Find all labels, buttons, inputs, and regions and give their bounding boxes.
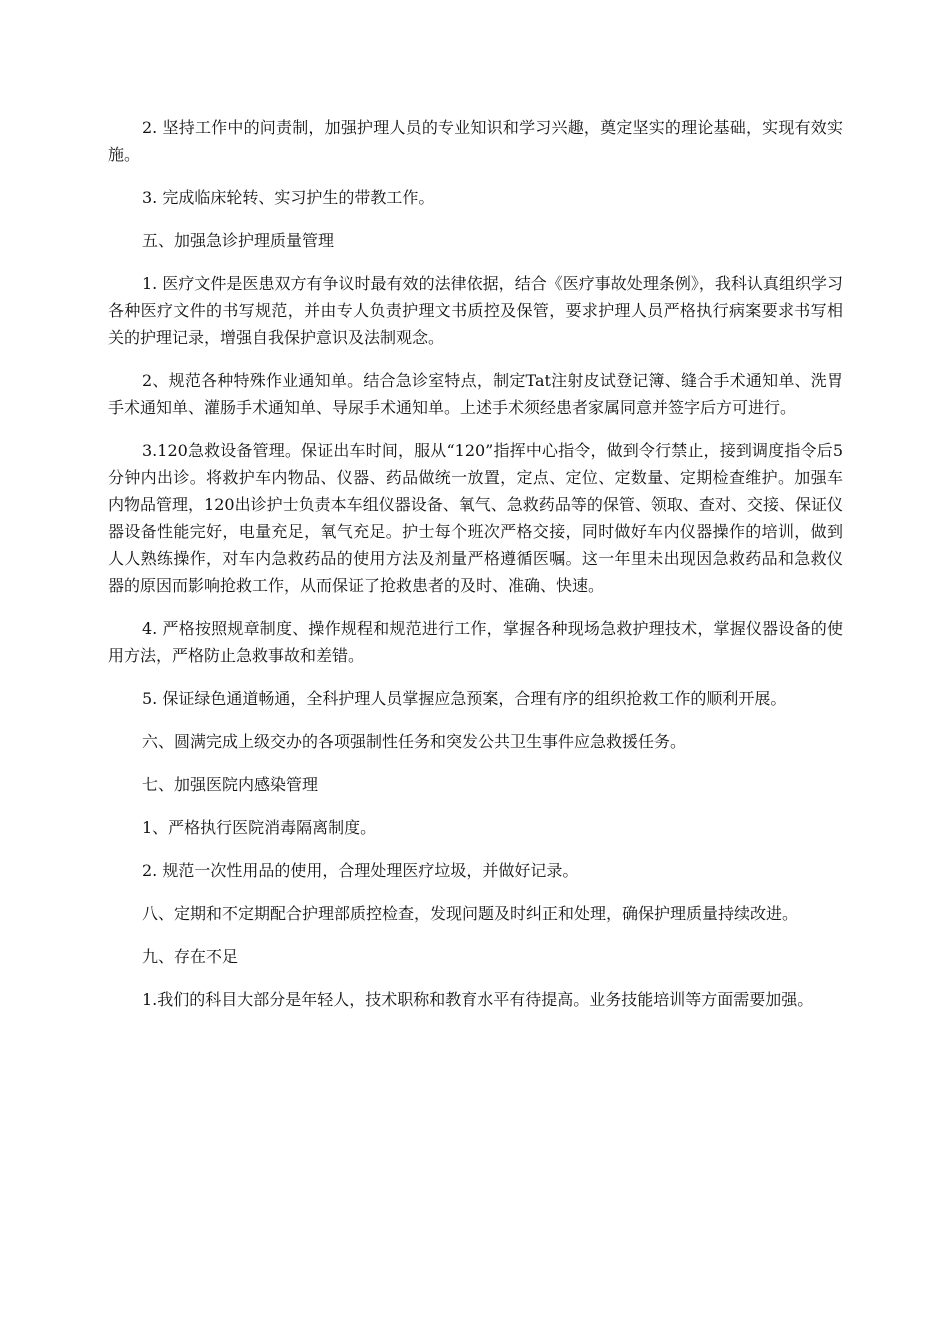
document-page: [108, 114, 843, 1029]
paragraph-shortcomings-1: 1.我们的科目大部分是年轻人，技术职称和教育水平有待提高。业务技能培训等方面需要加强。: [142, 990, 814, 1009]
paragraph-green-channel: 5. 保证绿色通道畅通，全科护理人员掌握应急预案，合理有序的组织抢救工作的顺利开展。: [142, 689, 787, 708]
paragraph-notification-forms: 2、规范各种特殊作业通知单。结合急诊室特点，制定Tat注射皮试登记簿、缝合手术通知单、洗胃手术通知单、灌肠手术通知单、导尿手术通知单。上述手术须经患者家属同意并签字后方可进行。: [108, 371, 843, 417]
section-heading-5: 五、加强急诊护理质量管理: [142, 231, 335, 250]
section-heading-8: 八、定期和不定期配合护理部质控检查，发现问题及时纠正和处理，确保护理质量持续改进。: [142, 904, 799, 923]
paragraph-item-3-teaching: 3. 完成临床轮转、实习护生的带教工作。: [142, 188, 435, 207]
paragraph-item-2-accountability: 2. 坚持工作中的问责制，加强护理人员的专业知识和学习兴趣，奠定坚实的理论基础，实现有效实施。: [108, 118, 843, 164]
section-heading-6: 六、圆满完成上级交办的各项强制性任务和突发公共卫生事件应急救援任务。: [142, 732, 687, 751]
paragraph-regulations: 4. 严格按照规章制度、操作规程和规范进行工作，掌握各种现场急救护理技术，掌握仪器设备的使用方法，严格防止急救事故和差错。: [108, 619, 843, 665]
section-heading-9: 九、存在不足: [142, 947, 239, 966]
paragraph-120-equipment: 3.120急救设备管理。保证出车时间，服从“120”指挥中心指令，做到令行禁止，接到调度指令后5分钟内出诊。将救护车内物品、仪器、药品做统一放置，定点、定位、定数量、定期检查维护。加强车内物品管理，120出诊护士负责本车组仪器设备、氧气、急救药品等的保管、领取、查对、交接、保证仪器设备性能完好，电量充足，氧气充足。护士每个班次严格交接，同时做好车内仪器操作的培训，做到人人熟练操作，对车内急救药品的使用方法及剂量严格遵循医嘱。这一年里未出现因急救药品和急救仪器的原因而影响抢救工作，从而保证了抢救患者的及时、准确、快速。: [108, 441, 843, 595]
section-heading-7: 七、加强医院内感染管理: [142, 775, 319, 794]
paragraph-medical-documents: 1. 医疗文件是医患双方有争议时最有效的法律依据，结合《医疗事故处理条例》，我科认真组织学习各种医疗文件的书写规范，并由专人负责护理文书质控及保管，要求护理人员严格执行病案要求书写相关的护理记录，增强自我保护意识及法制观念。: [108, 274, 843, 347]
paragraph-disposables: 2. 规范一次性用品的使用，合理处理医疗垃圾，并做好记录。: [142, 861, 579, 880]
paragraph-disinfection: 1、严格执行医院消毒隔离制度。: [142, 818, 377, 837]
